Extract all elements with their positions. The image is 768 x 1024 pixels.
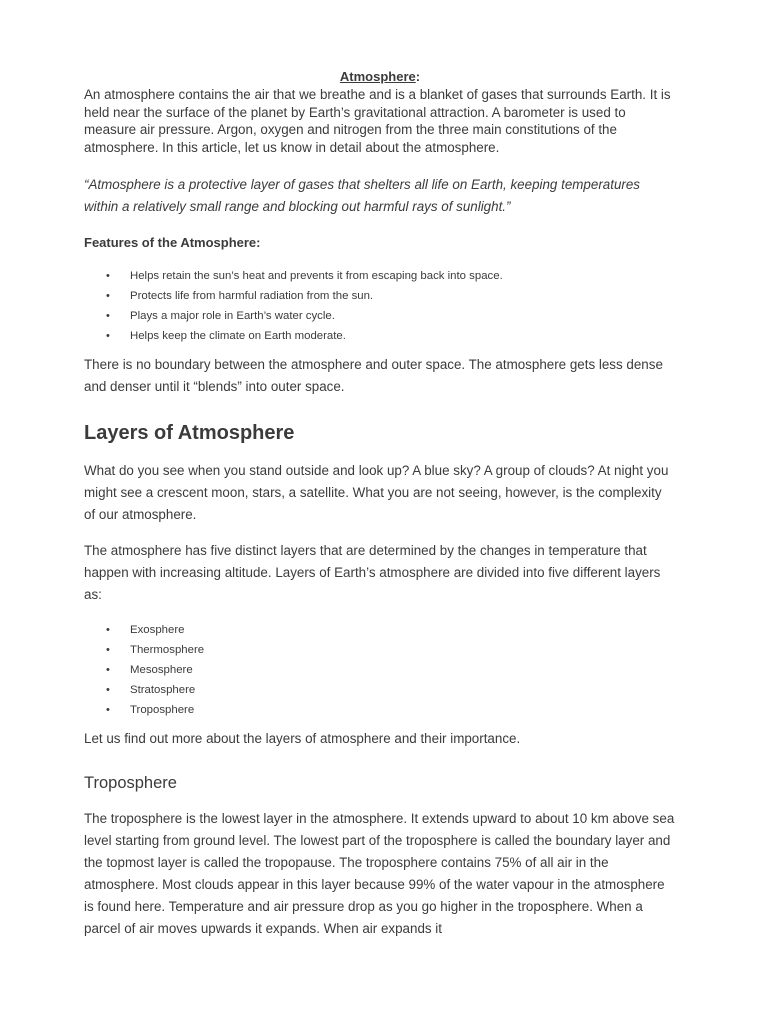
bullet-icon: • bbox=[106, 644, 110, 656]
document-page bbox=[84, 68, 676, 940]
list-item-text: Protects life from harmful radiation from the sun. bbox=[130, 290, 374, 302]
list-item-text: Mesosphere bbox=[130, 664, 193, 676]
bullet-icon: • bbox=[106, 664, 110, 676]
title-colon: : bbox=[415, 69, 421, 84]
list-item bbox=[84, 640, 676, 660]
intro-paragraph: An atmosphere contains the air that we breathe and is a blanket of gases that surrounds Earth. It is held near the surface of the planet by Earth’s gravitational attraction. A barometer is used to measure air pressure. Argon, oxygen and nitrogen from the three main constitutions of the atmosphere. In this article, let us know in detail about the atmosphere. bbox=[84, 87, 671, 155]
troposphere-heading: Troposphere bbox=[84, 774, 177, 792]
layers-list bbox=[84, 620, 676, 720]
bullet-icon: • bbox=[106, 270, 110, 282]
features-heading: Features of the Atmosphere: bbox=[84, 235, 261, 250]
list-item bbox=[84, 680, 676, 700]
layers-paragraph-3: Let us find out more about the layers of atmosphere and their importance. bbox=[84, 731, 521, 746]
list-item bbox=[84, 266, 676, 286]
list-item bbox=[84, 660, 676, 680]
quote-paragraph: “Atmosphere is a protective layer of gases that shelters all life on Earth, keeping temperatures within a relatively small range and blocking out harmful rays of sunlight.” bbox=[84, 177, 640, 214]
list-item-text: Helps keep the climate on Earth moderate. bbox=[130, 330, 346, 342]
layers-paragraph-1: What do you see when you stand outside and look up? A blue sky? A group of clouds? At night you might see a crescent moon, stars, a satellite. What you are not seeing, however, is the complexity of our atmosphere. bbox=[84, 463, 669, 522]
list-item-text: Stratosphere bbox=[130, 684, 196, 696]
layers-heading: Layers of Atmosphere bbox=[84, 422, 295, 444]
troposphere-paragraph: The troposphere is the lowest layer in the atmosphere. It extends upward to about 10 km above sea level starting from ground level. The lowest part of the troposphere is called the boundary layer and the topmost layer is called the tropopause. The troposphere contains 75% of all air in the atmosphere. Most clouds appear in this layer because 99% of the water vapour in the atmosphere is found here. Temperature and air pressure drop as you go higher in the troposphere. When a parcel of air moves upwards it expands. When air expands it bbox=[84, 811, 675, 936]
document-title bbox=[84, 68, 676, 86]
list-item bbox=[84, 700, 676, 720]
list-item-text: Thermosphere bbox=[130, 644, 205, 656]
list-item-text: Troposphere bbox=[130, 704, 195, 716]
list-item bbox=[84, 286, 676, 306]
features-list bbox=[84, 266, 676, 346]
bullet-icon: • bbox=[106, 330, 110, 342]
list-item-text: Helps retain the sun’s heat and prevents it from escaping back into space. bbox=[130, 270, 503, 282]
list-item bbox=[84, 306, 676, 326]
list-item bbox=[84, 326, 676, 346]
bullet-icon: • bbox=[106, 624, 110, 636]
layers-paragraph-2: The atmosphere has five distinct layers that are determined by the changes in temperature that happen with increasing altitude. Layers of Earth’s atmosphere are divided into five different layers as: bbox=[84, 543, 661, 602]
bullet-icon: • bbox=[106, 704, 110, 716]
boundary-paragraph: There is no boundary between the atmosphere and outer space. The atmosphere gets less dense and denser until it “blends” into outer space. bbox=[84, 357, 663, 394]
title-text: Atmosphere bbox=[339, 69, 416, 84]
bullet-icon: • bbox=[106, 310, 110, 322]
list-item bbox=[84, 620, 676, 640]
bullet-icon: • bbox=[106, 290, 110, 302]
list-item-text: Exosphere bbox=[130, 624, 185, 636]
list-item-text: Plays a major role in Earth’s water cycle. bbox=[130, 310, 335, 322]
bullet-icon: • bbox=[106, 684, 110, 696]
